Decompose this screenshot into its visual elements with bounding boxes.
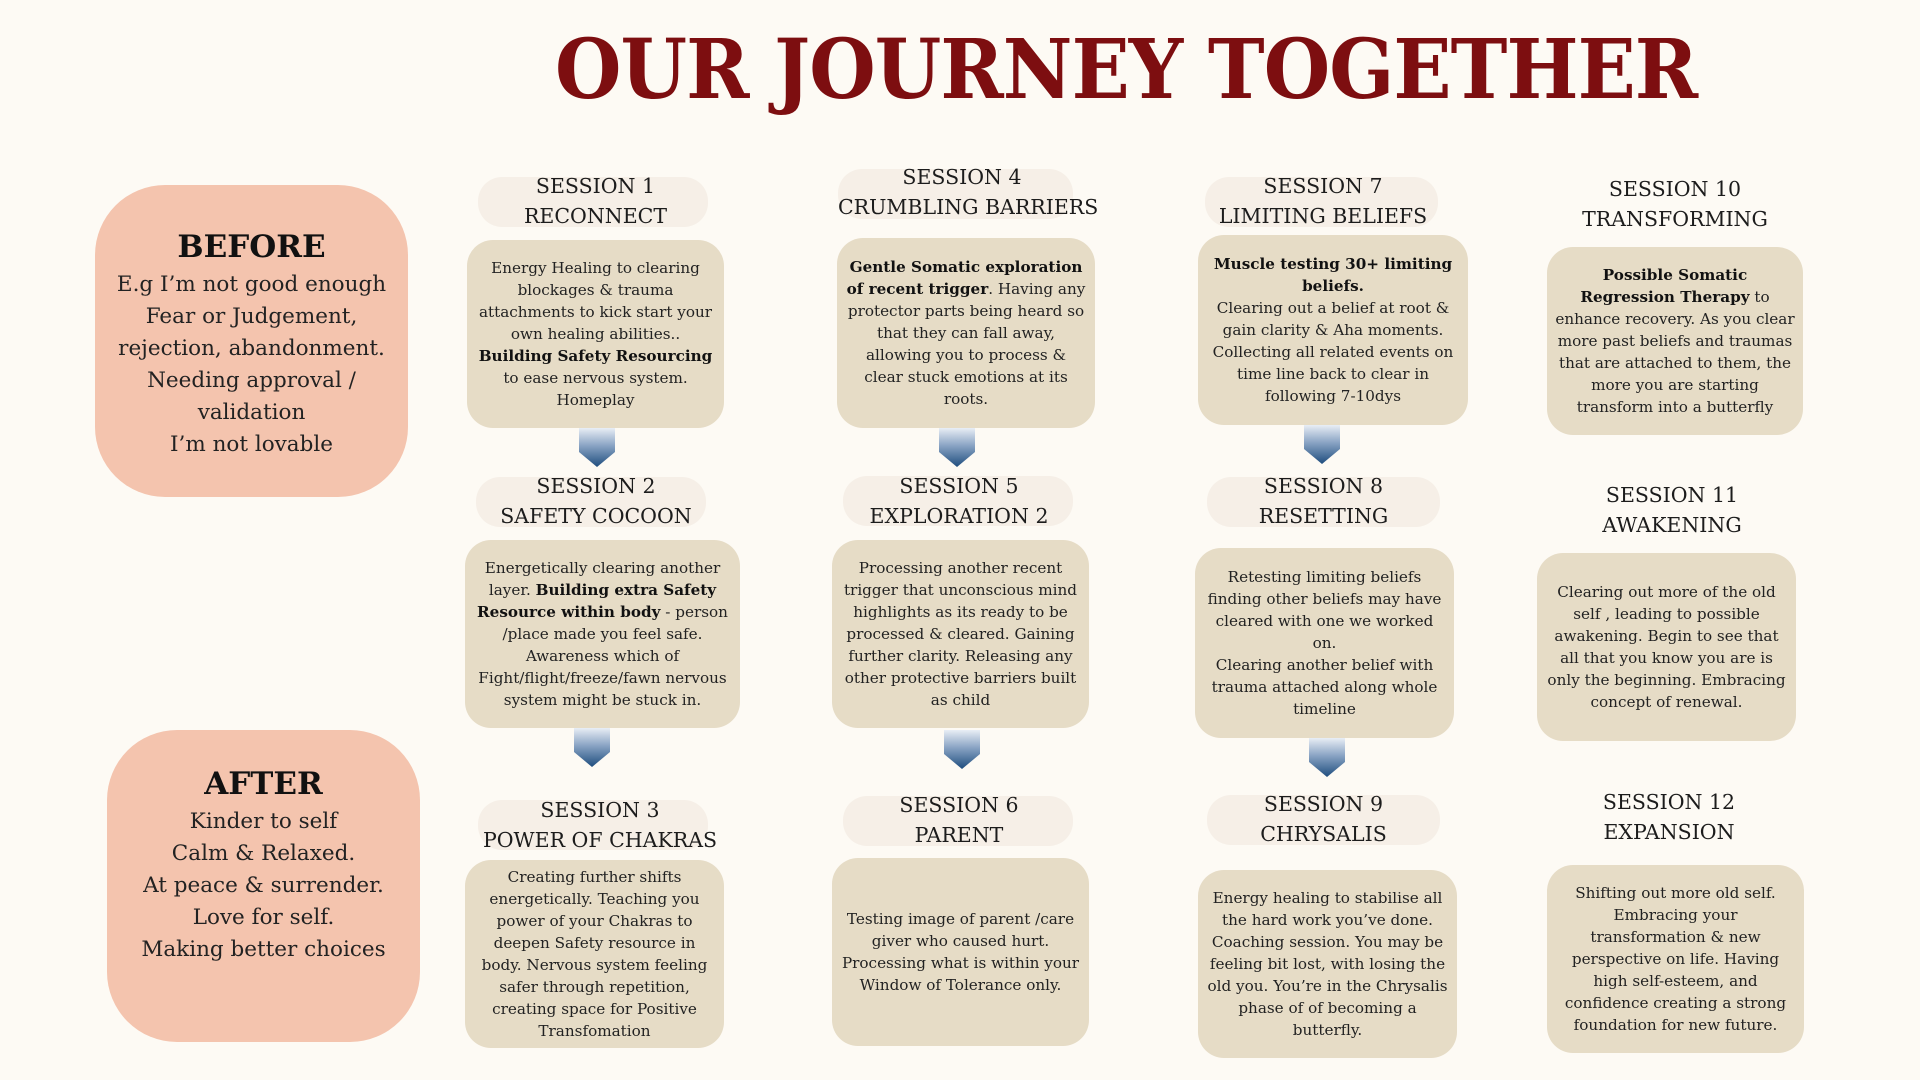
session-number: SESSION 3 (540, 798, 660, 822)
session-title (1205, 172, 1441, 231)
session-name: AWAKENING (1602, 512, 1742, 537)
page-title: OUR JOURNEY TOGETHER (555, 22, 1698, 118)
session-description: Energetically clearing another layer. Building extra Safety Resource within body - person /place made you feel safe. Awareness which of Fight/flight/freeze/fawn nervous system might be stuck in. (477, 559, 728, 709)
session-number: SESSION 11 (1605, 483, 1739, 507)
down-arrow-icon (937, 428, 977, 468)
down-arrow-icon (1302, 425, 1342, 465)
session-name: TRANSFORMING (1582, 206, 1768, 231)
session-number: SESSION 1 (535, 174, 656, 198)
session-description: Shifting out more old self. Embracing your transformation & new perspective on life. Having high self-esteem, and confidence creating a strong foundation for new future. (1564, 884, 1787, 1034)
session-card (465, 860, 724, 1048)
after-line: Calm & Relaxed. (171, 841, 356, 866)
session-title (478, 172, 713, 231)
session-card (467, 240, 724, 428)
session-name: RECONNECT (523, 203, 668, 228)
session-description: Energy Healing to clearing blockages & trauma attachments to kick start your own healing abilities.. Building Safety Resourcing to ease nervous system. Homeplay (478, 259, 713, 409)
before-line: rejection, abandonment. (118, 336, 385, 361)
before-line: validation (197, 400, 306, 425)
session-name: POWER OF CHAKRAS (482, 827, 718, 852)
down-arrow-icon (577, 428, 617, 468)
session-number: SESSION 8 (1263, 474, 1384, 498)
after-line: Love for self. (192, 905, 335, 930)
session-card (832, 540, 1089, 728)
session-card (465, 540, 740, 728)
session-name: LIMITING BELIEFS (1218, 203, 1428, 228)
session-card (1195, 548, 1454, 738)
after-heading: AFTER (204, 766, 323, 802)
after-line: Making better choices (141, 937, 386, 962)
session-number: SESSION 4 (902, 165, 1022, 189)
session-description: Muscle testing 30+ limiting beliefs. Clearing out a belief at root & gain clarity & Aha moments. Collecting all related events on time line back to clear in following 7-10dys (1212, 255, 1454, 405)
session-description: Clearing out more of the old self , leading to possible awakening. Begin to see that all that you know you are is only the beginning. Embracing concept of renewal. (1547, 583, 1786, 711)
before-line: Fear or Judgement, (145, 304, 358, 329)
session-number: SESSION 6 (899, 793, 1019, 817)
session-title (478, 796, 722, 855)
session-title (838, 163, 1099, 222)
session-number: SESSION 7 (1263, 174, 1383, 198)
after-line: At peace & surrender. (143, 873, 384, 898)
session-name: EXPANSION (1603, 819, 1735, 844)
session-number: SESSION 10 (1608, 177, 1742, 201)
session-name: PARENT (914, 822, 1004, 847)
session-name: CHRYSALIS (1260, 821, 1387, 846)
session-title (1552, 481, 1792, 540)
session-description: Energy healing to stabilise all the hard work you’ve done. Coaching session. You may be feeling bit lost, with losing the old you. You’re in the Chrysalis phase of of becoming a butterfly. (1207, 889, 1448, 1039)
session-card (1547, 865, 1804, 1053)
session-description: Possible Somatic Regression Therapy to enhance recovery. As you clear more past beliefs and traumas that are attached to them, the more you are starting transform into a butterfly (1555, 266, 1795, 416)
session-description: Processing another recent trigger that unconscious mind highlights as its ready to be processed & cleared. Gaining further clarity. Releasing any other protective barriers built as child (843, 559, 1078, 709)
session-title (1549, 788, 1789, 847)
after-line: Kinder to self (189, 809, 338, 834)
session-description: Gentle Somatic exploration of recent trigger. Having any protector parts being heard so that they can fall away, allowing you to process & clear stuck emotions at its roots. (846, 258, 1086, 408)
session-title (1207, 790, 1440, 849)
session-name: EXPLORATION 2 (869, 503, 1049, 528)
session-title (1207, 472, 1440, 531)
session-title (1555, 175, 1795, 234)
before-line: I’m not lovable (170, 432, 333, 457)
session-number: SESSION 12 (1602, 790, 1736, 814)
session-card (1198, 870, 1457, 1058)
session-card (832, 858, 1089, 1046)
session-number: SESSION 9 (1263, 792, 1384, 816)
session-card (1537, 553, 1796, 741)
before-line: Needing approval / (147, 368, 356, 393)
before-heading: BEFORE (177, 229, 326, 265)
session-title (843, 791, 1075, 850)
session-card (1547, 247, 1803, 435)
session-name: RESETTING (1258, 503, 1389, 528)
session-description: Testing image of parent /care giver who caused hurt. Processing what is within your Window of Tolerance only. (841, 910, 1080, 994)
down-arrow-icon (1307, 738, 1347, 778)
session-description: Retesting limiting beliefs finding other beliefs may have cleared with one we worked on. Clearing another belief with trauma attached along whole timeline (1207, 568, 1442, 718)
before-line: E.g I’m not good enough (116, 272, 387, 297)
session-number: SESSION 2 (536, 474, 656, 498)
down-arrow-icon (942, 730, 982, 770)
session-name: CRUMBLING BARRIERS (838, 194, 1099, 219)
session-title (843, 472, 1075, 531)
session-card (837, 238, 1095, 428)
session-card (1198, 235, 1468, 425)
session-number: SESSION 5 (899, 474, 1019, 498)
before-box (95, 185, 408, 497)
session-name: SAFETY COCOON (500, 503, 692, 528)
down-arrow-icon (572, 728, 612, 768)
session-title (476, 472, 716, 531)
session-description: Creating further shifts energetically. Teaching you power of your Chakras to deepen Safety resource in body. Nervous system feeling safer through repetition, creating space for Positive Transfomation (481, 868, 708, 1040)
after-box (107, 730, 420, 1042)
